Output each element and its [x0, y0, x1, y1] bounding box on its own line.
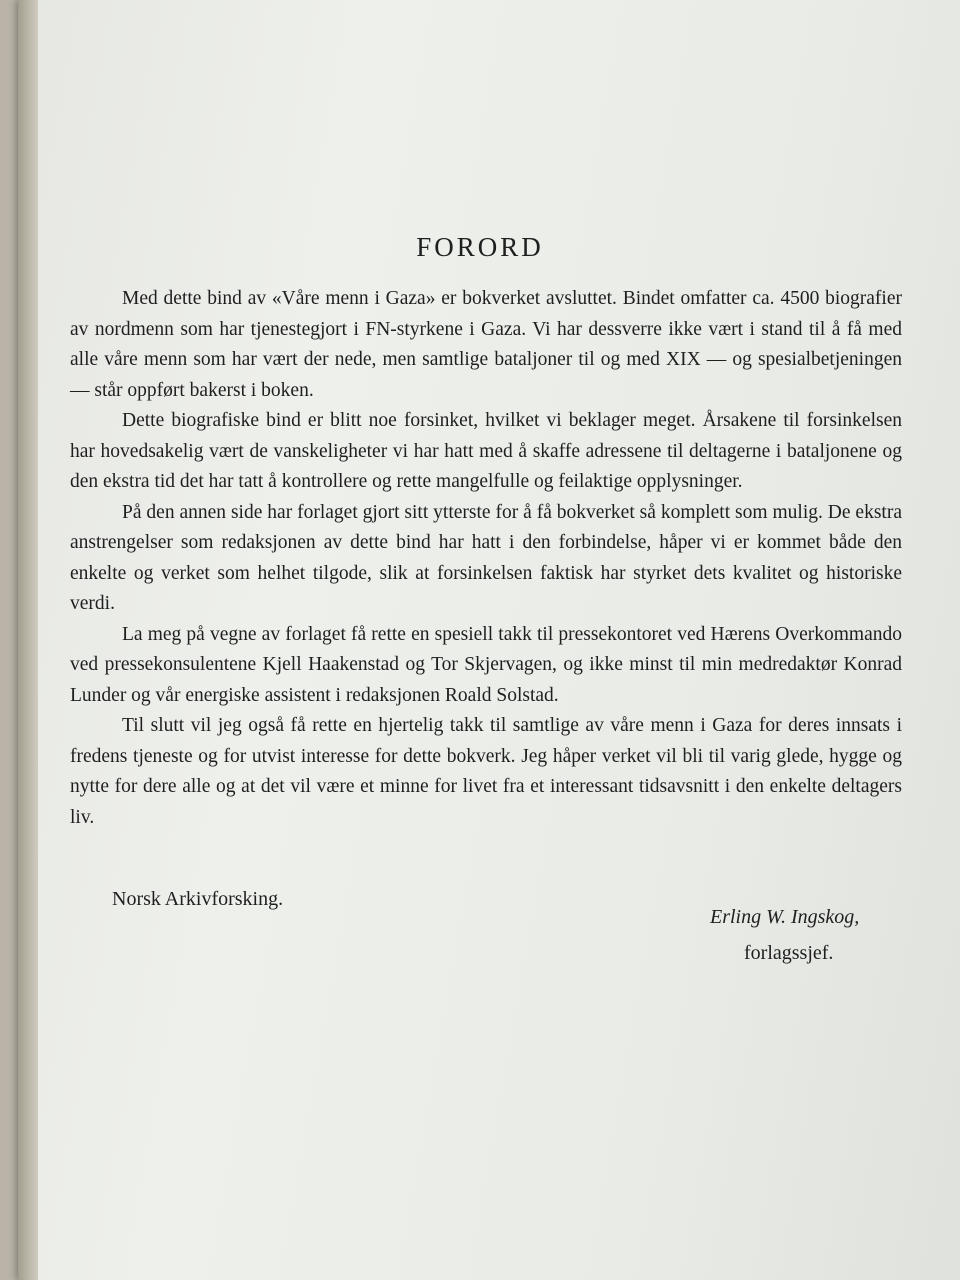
preface-body	[70, 284, 902, 833]
paragraph-2: Dette biografiske bind er blitt noe forsinket, hvilket vi beklager meget. Årsakene til forsinkelsen har hovedsakelig vært de vanskeligheter vi har hatt med å skaffe adressene til deltagerne i bataljonene og den ekstra tid det har tatt å kontrollere og rette mangelfulle og feilaktige opplysninger.	[70, 410, 902, 492]
signature-title: forlagssjef.	[744, 942, 834, 964]
page-edge	[18, 0, 38, 1280]
page-title: FORORD	[416, 232, 544, 262]
paragraph-5: Til slutt vil jeg også få rette en hjertelig takk til samtlige av våre menn i Gaza for deres innsats i fredens tjeneste og for utvist interesse for dette bokverk. Jeg håper verket vil bli til varig glede, hygge og nytte for dere alle og at det vil være et minne for livet fra et interessant tidsavsnitt i den enkelte deltagers liv.	[70, 715, 902, 828]
paragraph-4: La meg på vegne av forlaget få rette en spesiell takk til pressekontoret ved Hærens Overkommando ved pressekonsulentene Kjell Haakenstad og Tor Skjervagen, og ikke minst til min medredaktør Konrad Lunder og vår energiske assistent i redaksjonen Roald Solstad.	[70, 623, 902, 706]
paragraph-1: Med dette bind av «Våre menn i Gaza» er bokverket avsluttet. Bindet omfatter ca. 4500 biografier av nordmenn som har tjenestegjort i FN-styrkene i Gaza. Vi har dessverre ikke vært i stand til å få med alle våre menn som har vært der nede, men samtlige bataljoner til og med XIX — og spesialbetjeningen — står oppført bakerst i boken.	[70, 288, 902, 401]
signature-name: Erling W. Ingskog,	[710, 906, 860, 928]
publisher-name: Norsk Arkivforsking.	[112, 888, 284, 910]
paragraph-3: På den annen side har forlaget gjort sitt ytterste for å få bokverket så komplett som mulig. De ekstra anstrengelser som redaksjonen av dette bind har hatt i den forbindelse, håper vi er kommet både den enkelte og verket som helhet tilgode, slik at forsinkelsen faktisk har styrket dets kvalitet og historiske verdi.	[70, 501, 902, 614]
